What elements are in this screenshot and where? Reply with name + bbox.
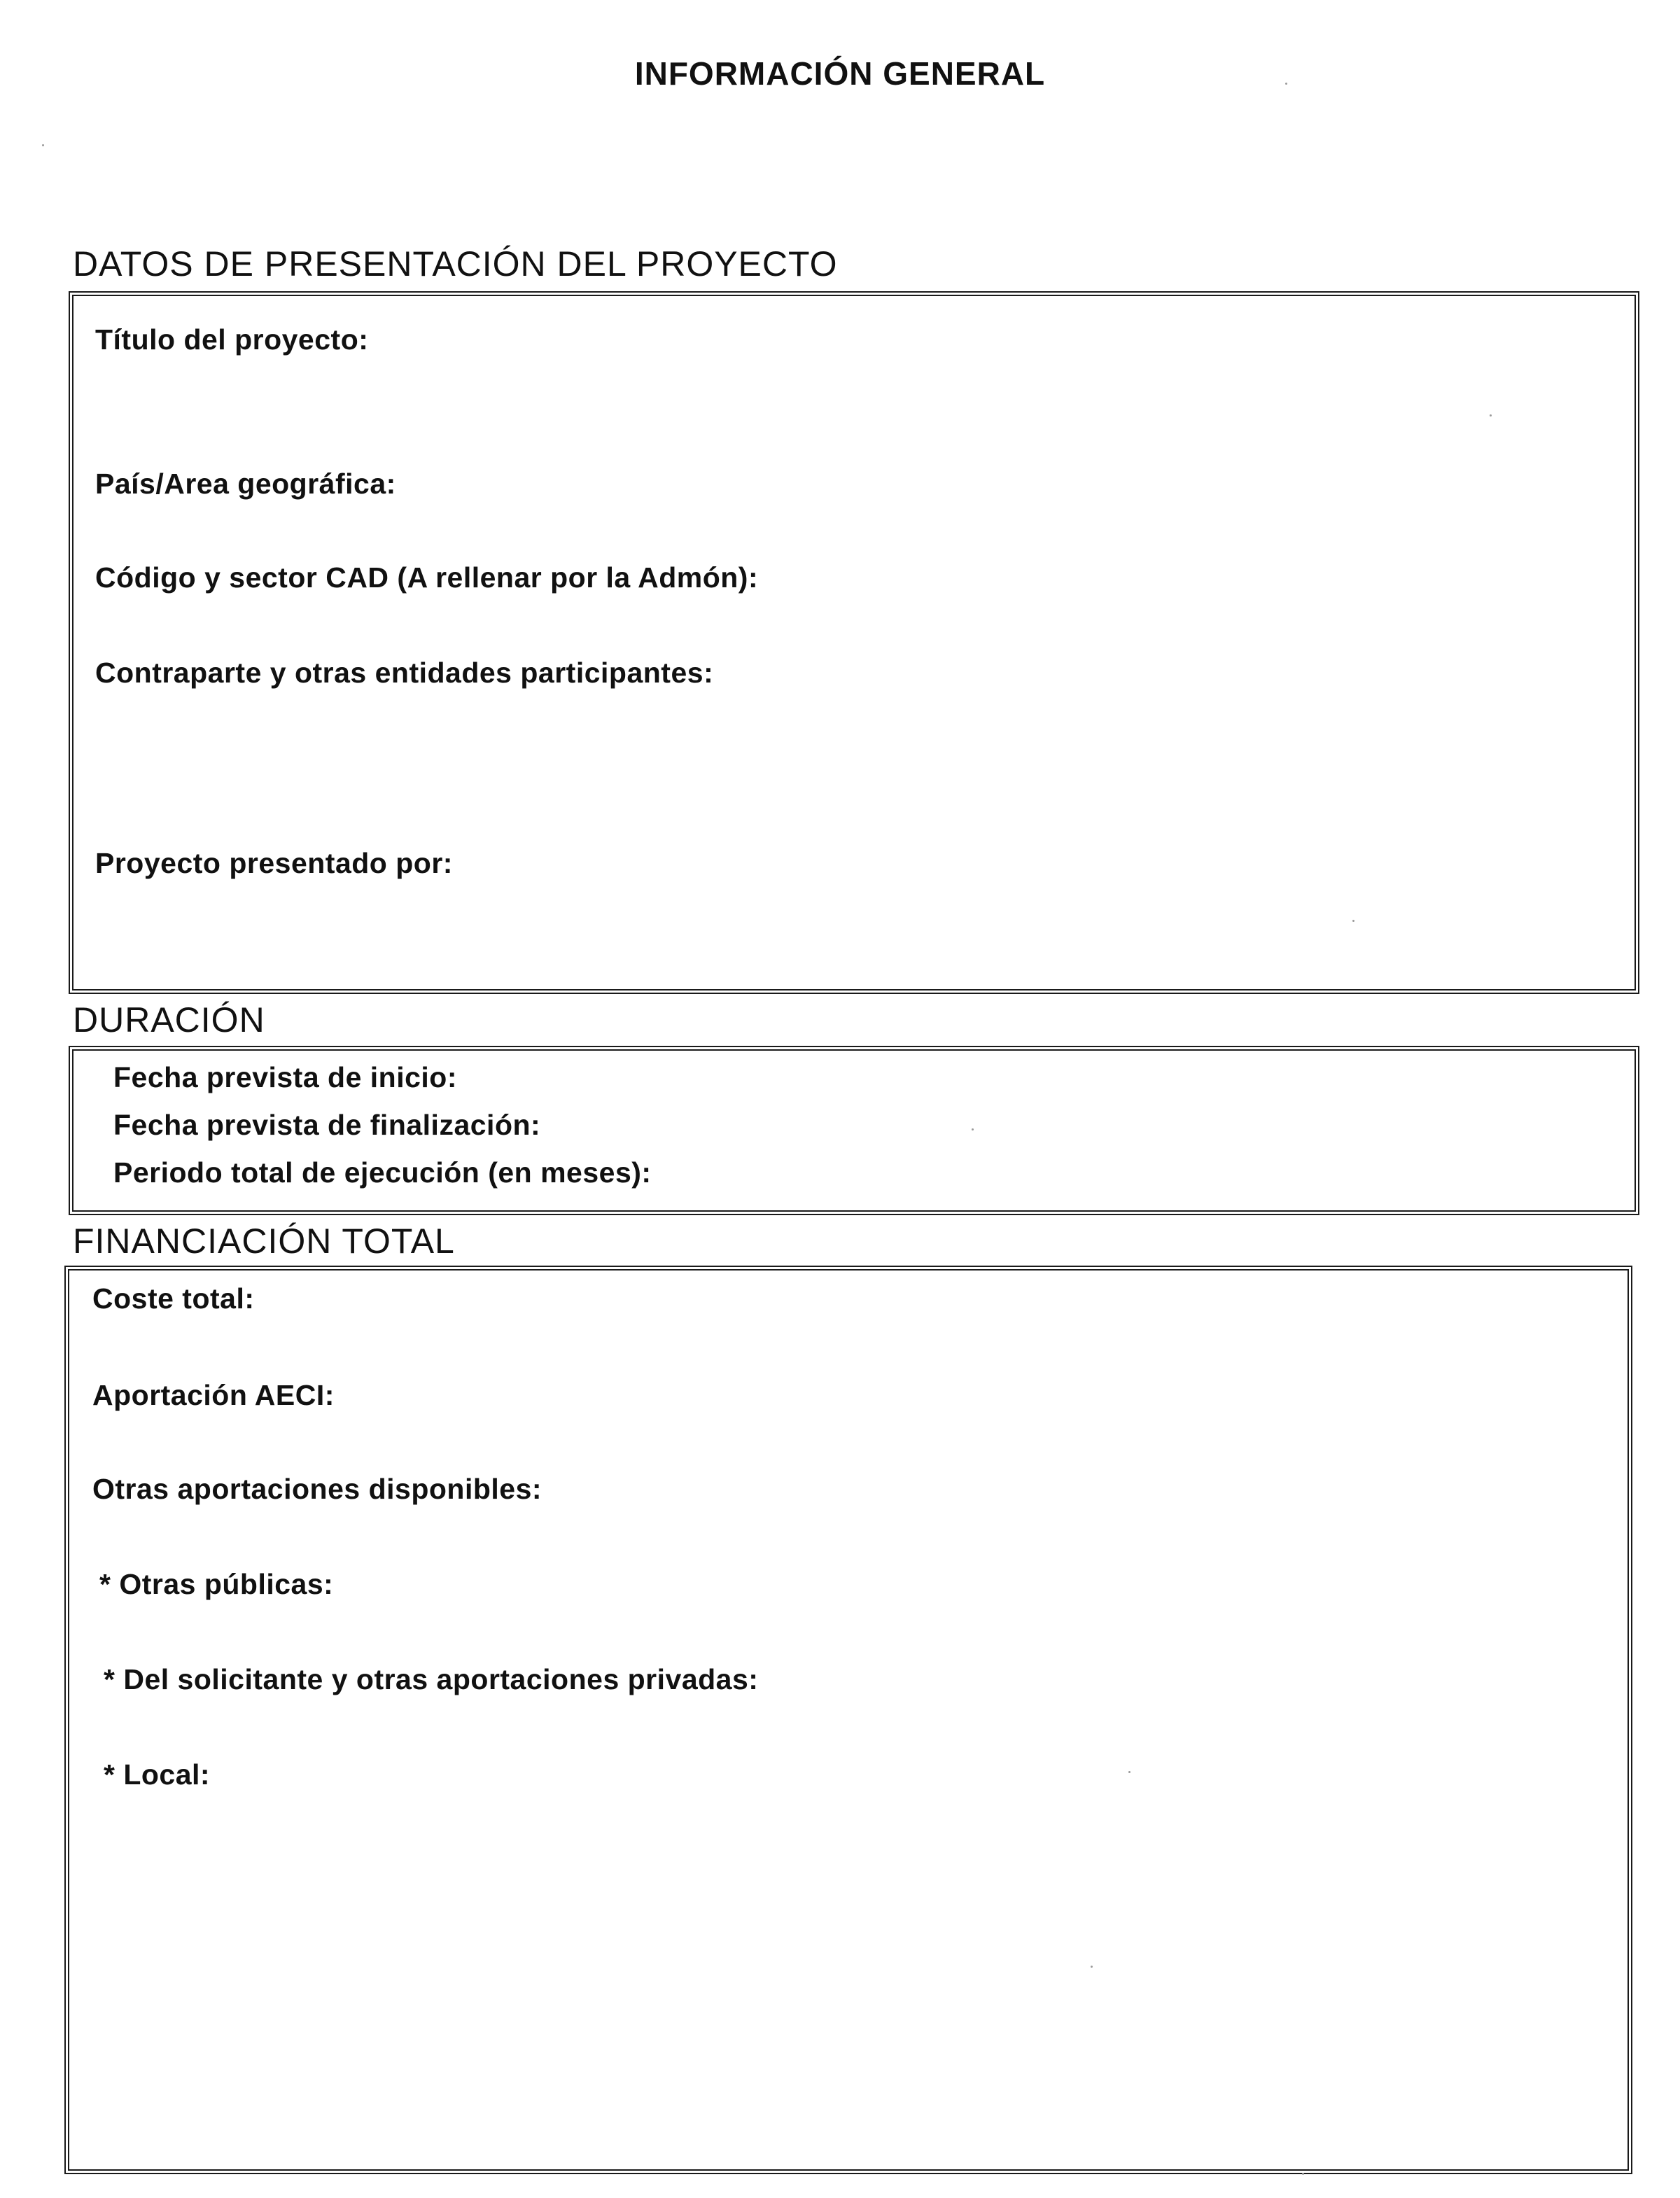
field-coste-label: Coste total: — [92, 1282, 255, 1315]
field-otras-label: Otras aportaciones disponibles: — [92, 1473, 542, 1505]
scan-speck — [1302, 2173, 1304, 2175]
field-publicas-label: * Otras públicas: — [99, 1568, 334, 1600]
field-periodo-label: Periodo total de ejecución (en meses): — [113, 1156, 652, 1189]
scan-speck — [1352, 920, 1354, 922]
scan-speck — [1091, 1966, 1093, 1968]
field-presentado-label: Proyecto presentado por: — [95, 847, 453, 879]
section-heading-duracion: DURACIÓN — [73, 1000, 265, 1040]
scan-speck — [1490, 414, 1492, 416]
field-titulo-label: Título del proyecto: — [95, 323, 369, 356]
field-contraparte-label: Contraparte y otras entidades participantes: — [95, 657, 714, 689]
field-pais-label: País/Area geográfica: — [95, 468, 396, 500]
field-solicitante-label: * Del solicitante y otras aportaciones privadas: — [104, 1663, 759, 1695]
scan-speck — [1285, 83, 1287, 85]
section-heading-datos: DATOS DE PRESENTACIÓN DEL PROYECTO — [73, 244, 838, 284]
datos-frame — [69, 291, 1639, 994]
field-codigo-label: Código y sector CAD (A rellenar por la Admón): — [95, 561, 759, 594]
field-finalizacion-label: Fecha prevista de finalización: — [113, 1109, 541, 1141]
field-aecI-label: Aportación AECI: — [92, 1379, 335, 1411]
scan-speck — [1128, 1771, 1130, 1773]
field-inicio-label: Fecha prevista de inicio: — [113, 1061, 457, 1093]
field-local-label: * Local: — [104, 1758, 211, 1791]
page-title: INFORMACIÓN GENERAL — [634, 55, 1046, 92]
scan-speck — [42, 144, 44, 146]
section-heading-financiacion: FINANCIACIÓN TOTAL — [73, 1222, 455, 1261]
scan-speck — [972, 1128, 974, 1130]
